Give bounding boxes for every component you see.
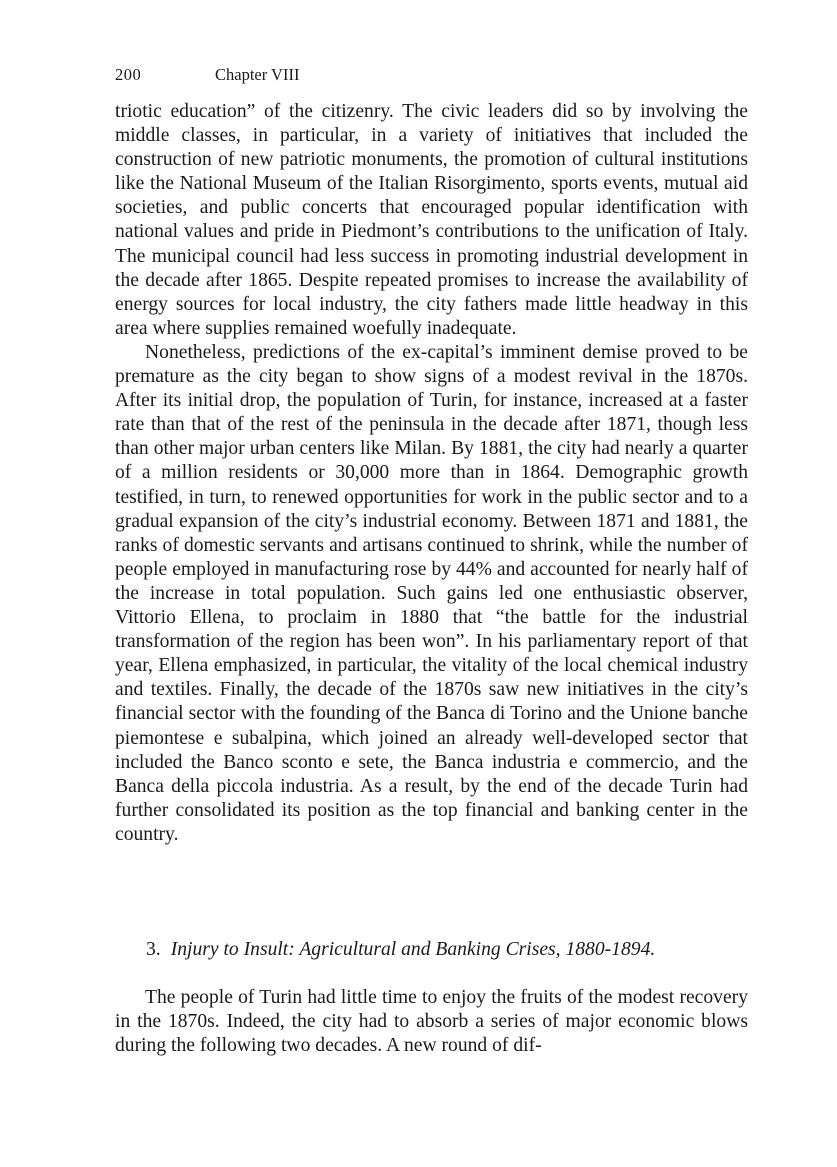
paragraph-3-text: The people of Turin had little time to enjoy the fruits of the modest recovery in the 1870s. Indeed, the city had to absorb a series of major economic blows during the following two decades. A new round of dif- — [115, 987, 748, 1057]
paragraph-1 — [115, 100, 748, 341]
paragraph-2 — [115, 341, 748, 847]
section-heading — [146, 938, 655, 962]
paragraph-2-text: Nonetheless, predictions of the ex-capital’s imminent demise proved to be premature as the city began to show signs of a modest revival in the 1870s. After its initial drop, the population of Turin, for instance, increased at a faster rate than that of the rest of the peninsula in the decade after 1871, though less than other major urban centers like Milan. By 1881, the city had nearly a quarter of a million residents or 30,000 more than in 1864. Demographic growth testified, in turn, to renewed opportunities for work in the public sector and to a gradual expansion of the city’s industrial economy. Between 1871 and 1881, the ranks of domestic servants and artisans continued to shrink, while the number of people employed in manufacturing rose by 44% and accounted for nearly half of the increase in total population. Such gains led one enthusiastic observer, Vittorio Ellena, to proclaim in 1880 that “the battle for the industrial transformation of the region has been won”. In his parliamentary report of that year, Ellena emphasized, in particular, the vitality of the local chemical industry and textiles. Finally, the decade of the 1870s saw new initiatives in the city’s financial sector with the founding of the Banca di Torino and the Unione banche piemontese e subalpina, which joined an already well-developed sector that included the Banco sconto e sete, the Banca industria e commercio, and the Banca della piccola industria. As a result, by the end of the decade Turin had further consolidated its position as the top financial and banking center in the country. — [115, 342, 748, 845]
page-number: 200 — [115, 65, 142, 84]
running-head — [115, 64, 299, 86]
section-title: Injury to Insult: Agricultural and Banking Crises, 1880-1894. — [170, 939, 656, 960]
paragraph-1-text: triotic education” of the citizenry. The civic leaders did so by involving the middle classes, in particular, in a variety of initiatives that included the construction of new patriotic monuments, the promotion of cultural institutions like the National Museum of the Italian Risorgimento, sports events, mutual aid societies, and public concerts that encouraged popular identification with national values and pride in Piedmont’s contributions to the unification of Italy. The municipal council had less success in promoting industrial development in the decade after 1865. Despite repeated promises to increase the availability of energy sources for local industry, the city fathers made little headway in this area where supplies remained woefully inadequate. — [115, 101, 748, 339]
paragraph-3 — [115, 986, 748, 1058]
chapter-title: Chapter VIII — [215, 65, 300, 84]
section-number: 3. — [146, 939, 161, 960]
